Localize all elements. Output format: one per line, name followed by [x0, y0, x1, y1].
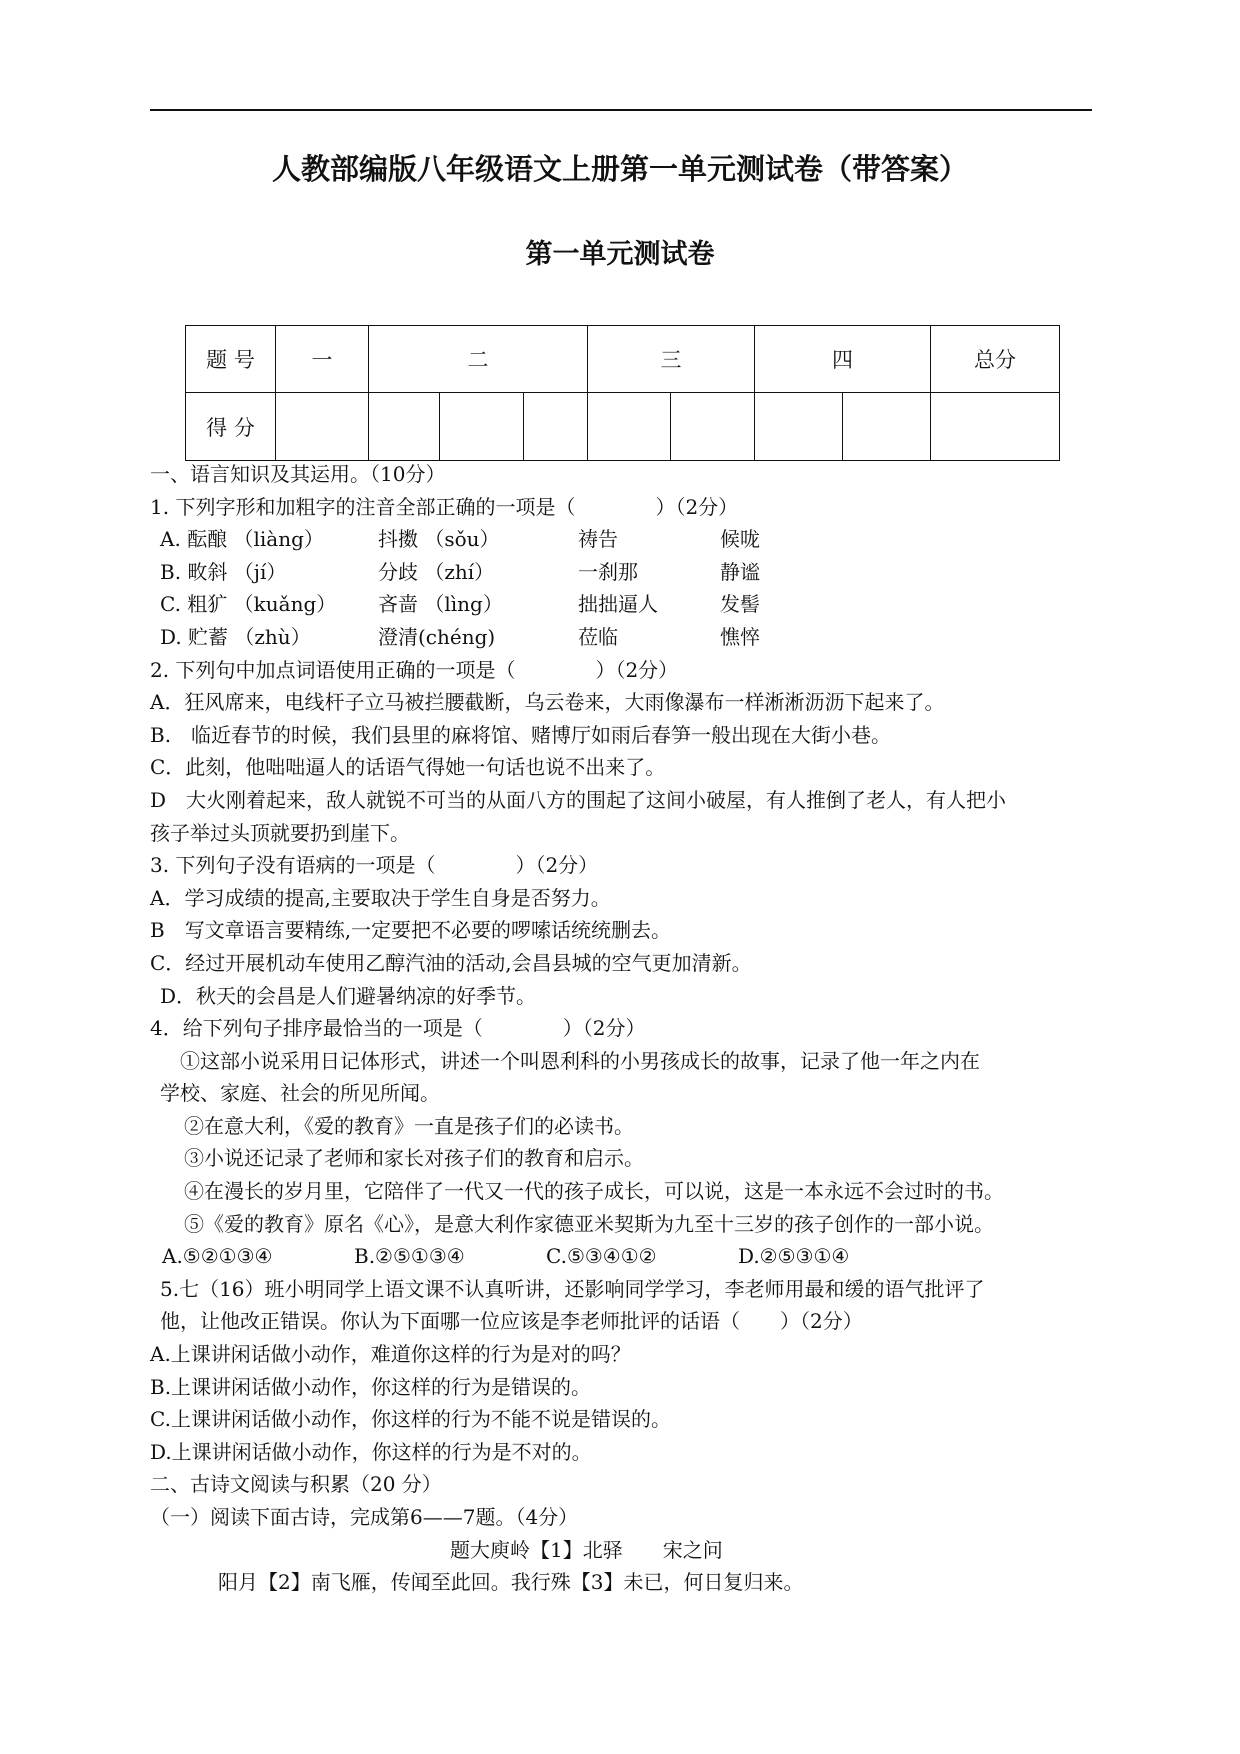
question-2-stem: 2. 下列句中加点词语使用正确的一项是（ ）（2分） [150, 657, 679, 682]
question-3-option-d: D．秋天的会昌是人们避暑纳凉的好季节。 [160, 983, 537, 1008]
question-1-stem: 1. 下列字形和加粗字的注音全部正确的一项是（ ）（2分） [150, 494, 739, 519]
document-subtitle: 第一单元测试卷 [525, 239, 715, 270]
question-3-option-c: C．经过开展机动车使用乙醇汽油的活动,会昌县城的空气更加清新。 [150, 950, 752, 975]
option-text: C. 粗犷 （kuǎng） [160, 592, 337, 617]
question-4-option-d: D.②⑤③①④ [738, 1244, 850, 1269]
question-1-option-a [150, 523, 1095, 556]
option-text: 憔悴 [720, 624, 760, 649]
score-cell[interactable] [755, 393, 843, 461]
section-2-subheading: （一）阅读下面古诗，完成第6——7题。（4分） [150, 1505, 579, 1529]
score-cell[interactable] [440, 393, 524, 461]
option-text: 吝啬 （lìng） [378, 592, 503, 617]
question-4-option-c: C.⑤③④①② [546, 1244, 657, 1269]
score-row-label: 得 分 [186, 393, 276, 461]
score-cell[interactable] [671, 393, 755, 461]
question-3-stem: 3. 下列句子没有语病的一项是（ ）（2分） [150, 853, 599, 878]
score-header-part2: 二 [369, 326, 588, 393]
score-header-part4: 四 [755, 326, 931, 393]
option-text: 发髻 [720, 592, 760, 617]
question-4-sentence-3: ③小说还记录了老师和家长对孩子们的教育和启示。 [184, 1146, 644, 1171]
score-table [185, 325, 1060, 461]
question-4-sentence-4: ④在漫长的岁月里，它陪伴了一代又一代的孩子成长，可以说，这是一本永远不会过时的书。 [184, 1179, 1004, 1204]
option-text: 候咙 [720, 527, 760, 552]
score-table-score-row [186, 393, 1060, 461]
score-cell[interactable] [369, 393, 440, 461]
document-title: 人教部编版八年级语文上册第一单元测试卷（带答案） [271, 152, 968, 186]
option-text: 静谧 [720, 559, 760, 584]
question-4-sentence-1-continued: 学校、家庭、社会的所见所闻。 [160, 1081, 440, 1106]
question-5-stem: 5.七（16）班小明同学上语文课不认真听讲，还影响同学学习，李老师用最和缓的语气批评了 [160, 1276, 985, 1301]
score-table-header-row [186, 326, 1060, 393]
question-2-option-d-continued: 孩子举过头顶就要扔到崖下。 [150, 820, 410, 845]
question-5-option-d: D.上课讲闲话做小动作，你这样的行为是不对的。 [150, 1439, 592, 1464]
exam-content [150, 458, 1095, 1599]
question-5-option-a: A.上课讲闲话做小动作，难道你这样的行为是对的吗？ [150, 1342, 631, 1367]
score-header-part1: 一 [276, 326, 369, 393]
option-text: 莅临 [578, 624, 618, 649]
score-header-label: 题 号 [186, 326, 276, 393]
question-2-option-d: D 大火刚着起来，敌人就锐不可当的从面八方的围起了这间小破屋，有人推倒了老人，有人把小 [150, 787, 1007, 812]
score-header-total: 总分 [931, 326, 1060, 393]
question-1-option-d [150, 621, 1095, 654]
question-4-stem: 4．给下列句子排序最恰当的一项是（ ）（2分） [150, 1016, 646, 1041]
question-3-option-b: B 写文章语言要精练,一定要把不必要的啰嗦话统统删去。 [150, 918, 672, 943]
question-5-option-c: C.上课讲闲话做小动作，你这样的行为不能不说是错误的。 [150, 1407, 671, 1432]
score-cell[interactable] [524, 393, 588, 461]
score-cell[interactable] [843, 393, 931, 461]
section-1-heading: 一、语言知识及其运用。（10分） [150, 462, 446, 486]
question-4-option-b: B.②⑤①③④ [354, 1244, 465, 1269]
question-1-option-b [150, 556, 1095, 589]
option-text: 祷告 [578, 527, 618, 552]
question-1-option-c [150, 588, 1095, 621]
header-rule [150, 109, 1092, 111]
question-5-option-b: B.上课讲闲话做小动作，你这样的行为是错误的。 [150, 1374, 592, 1399]
option-text: 澄清(chéng) [378, 624, 496, 649]
option-text: 抖擞 （sǒu） [378, 527, 500, 552]
question-4-sentence-2: ②在意大利，《爱的教育》一直是孩子们的必读书。 [184, 1113, 634, 1138]
score-cell-total[interactable] [931, 393, 1060, 461]
option-text: 分歧 （zhí） [378, 559, 495, 584]
question-5-stem-continued: 他，让他改正错误。你认为下面哪一位应该是李老师批评的话语（ ）（2分） [160, 1309, 863, 1334]
option-text: 一刹那 [578, 559, 638, 584]
question-4-sentence-1: ①这部小说采用日记体形式，讲述一个叫恩利科的小男孩成长的故事，记录了他一年之内在 [180, 1048, 980, 1073]
option-text: B. 畋斜 （jí） [160, 559, 287, 584]
option-text: A. 酝酿 （liàng） [160, 527, 324, 552]
question-4-options [150, 1240, 1095, 1273]
question-2-option-b: B. 临近春节的时候，我们县里的麻将馆、赌博厅如雨后春笋一般出现在大街小巷。 [150, 722, 892, 747]
section-2-heading: 二、古诗文阅读与积累（20 分） [150, 1472, 442, 1497]
question-2-option-a: A．狂风席来，电线杆子立马被拦腰截断，乌云卷来，大雨像瀑布一样淅淅沥沥下起来了。 [150, 690, 945, 715]
question-4-option-a: A.⑤②①③④ [162, 1244, 273, 1269]
option-text: D. 贮蓄 （zhù） [160, 624, 311, 649]
score-cell[interactable] [276, 393, 369, 461]
option-text: 拙拙逼人 [578, 592, 658, 617]
question-4-sentence-5: ⑤《爱的教育》原名《心》，是意大利作家德亚米契斯为九至十三岁的孩子创作的一部小说。 [184, 1211, 994, 1236]
score-cell[interactable] [588, 393, 671, 461]
poem-line: 阳月【2】南飞雁，传闻至此回。我行殊【3】未已，何日复归来。 [218, 1570, 804, 1595]
question-2-option-c: C．此刻，他咄咄逼人的话语气得她一句话也说不出来了。 [150, 755, 666, 780]
poem-title: 题大庾岭【1】北驿 宋之问 [450, 1537, 723, 1562]
score-header-part3: 三 [588, 326, 755, 393]
question-3-option-a: A．学习成绩的提高,主要取决于学生自身是否努力。 [150, 885, 611, 910]
